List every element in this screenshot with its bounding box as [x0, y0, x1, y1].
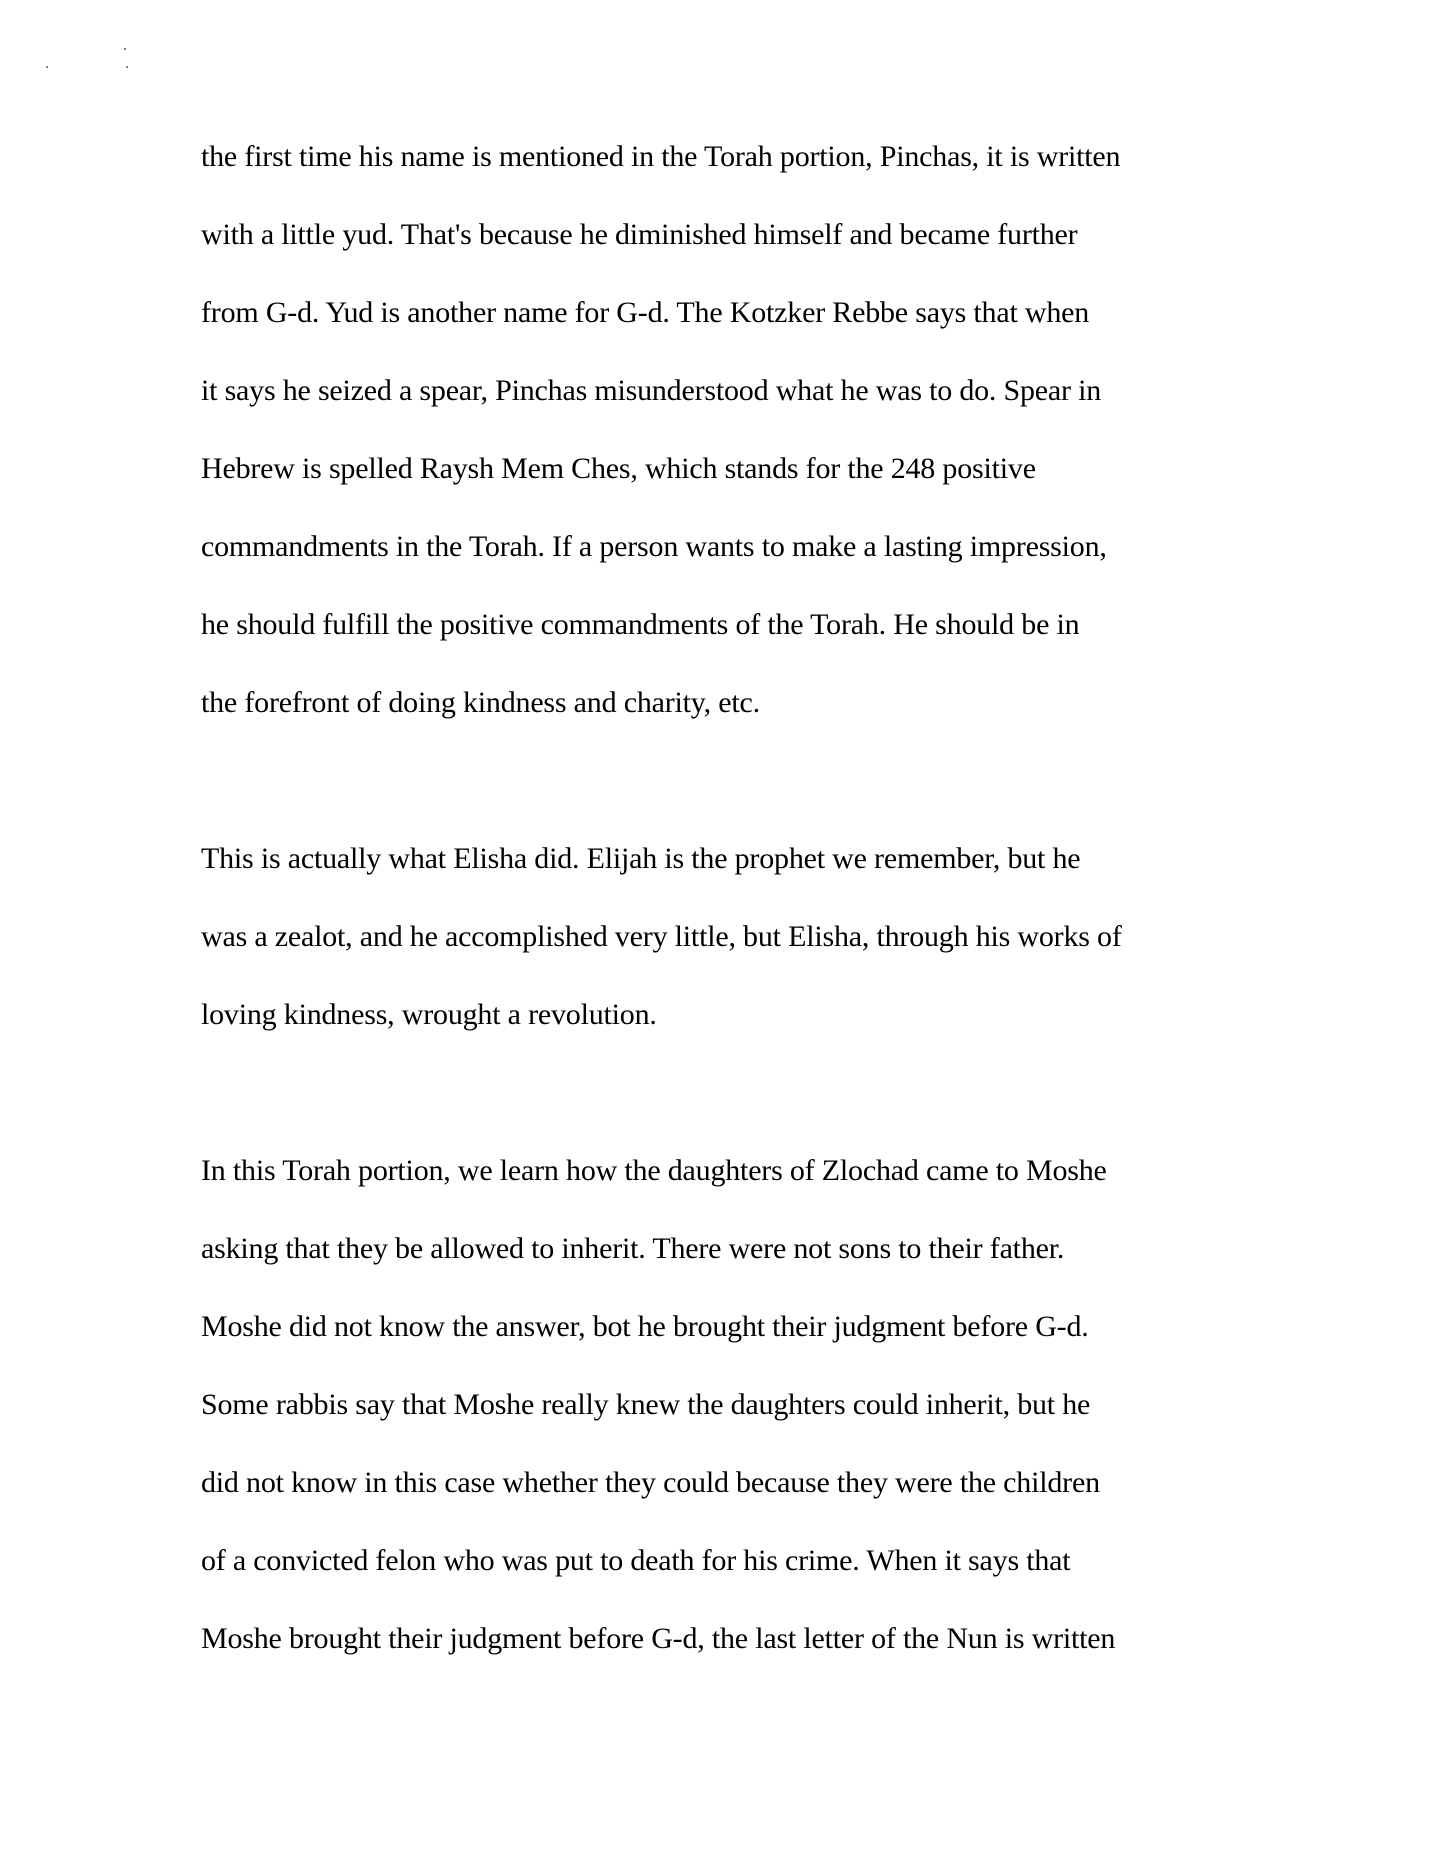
text-line: In this Torah portion, we learn how the daughters of Zlochad came to Moshe: [201, 1154, 1107, 1187]
text-line: Moshe did not know the answer, bot he brought their judgment before G-d.: [201, 1310, 1089, 1343]
text-line: the forefront of doing kindness and charity, etc.: [201, 686, 760, 719]
text-line: Moshe brought their judgment before G-d, the last letter of the Nun is written: [201, 1622, 1116, 1655]
scan-marks: [40, 40, 140, 80]
text-line: the first time his name is mentioned in the Torah portion, Pinchas, it is written: [201, 140, 1121, 173]
scan-mark: [46, 66, 48, 68]
text-line: he should fulfill the positive commandments of the Torah. He should be in: [201, 608, 1080, 641]
scan-mark: [124, 48, 126, 50]
text-line: did not know in this case whether they could because they were the children: [201, 1466, 1100, 1499]
text-line: Some rabbis say that Moshe really knew the daughters could inherit, but he: [201, 1388, 1091, 1421]
text-line: from G-d. Yud is another name for G-d. The Kotzker Rebbe says that when: [201, 296, 1090, 329]
text-line: Hebrew is spelled Raysh Mem Ches, which stands for the 248 positive: [201, 452, 1036, 485]
scan-mark: [126, 66, 128, 68]
text-line: This is actually what Elisha did. Elijah is the prophet we remember, but he: [201, 842, 1081, 875]
text-line: asking that they be allowed to inherit. There were not sons to their father.: [201, 1232, 1065, 1265]
text-line: it says he seized a spear, Pinchas misunderstood what he was to do. Spear in: [201, 374, 1102, 407]
text-line: loving kindness, wrought a revolution.: [201, 998, 657, 1031]
text-line: of a convicted felon who was put to death for his crime. When it says that: [201, 1544, 1071, 1577]
text-line: was a zealot, and he accomplished very little, but Elisha, through his works of: [201, 920, 1122, 953]
text-line: with a little yud. That's because he diminished himself and became further: [201, 218, 1078, 251]
text-line: commandments in the Torah. If a person wants to make a lasting impression,: [201, 530, 1107, 563]
